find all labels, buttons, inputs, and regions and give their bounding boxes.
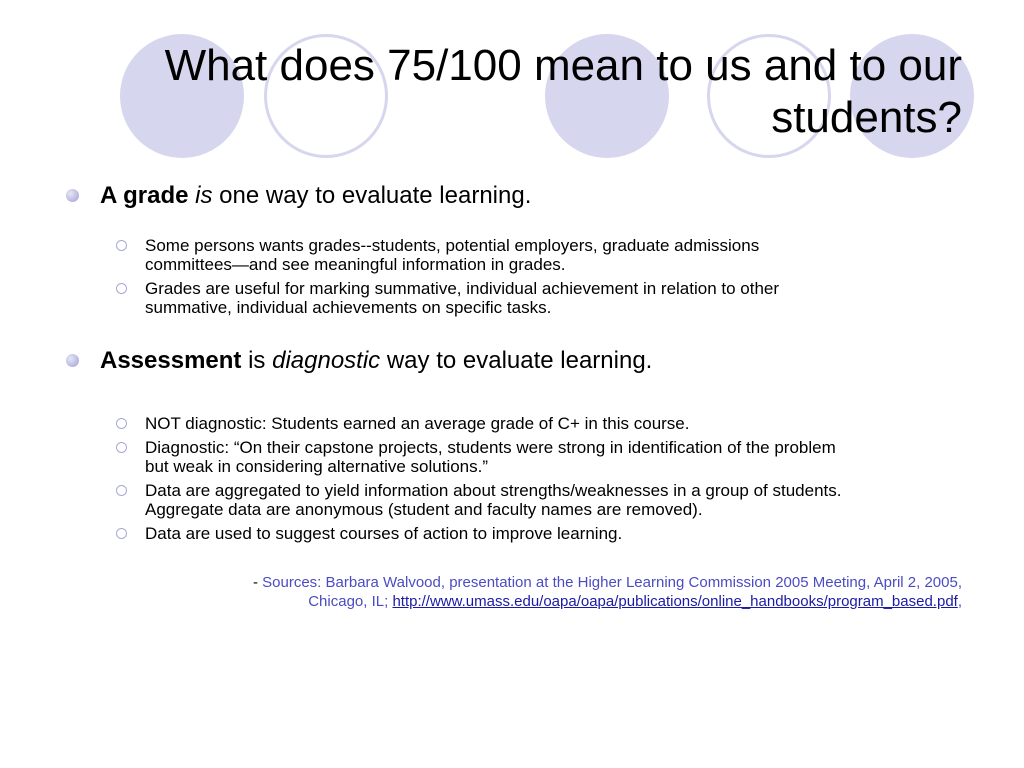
italic-text: diagnostic <box>272 347 381 374</box>
sub-item-line: NOT diagnostic: Students earned an average grade of C+ in this course. <box>145 414 690 433</box>
bullet-text: is <box>241 347 273 374</box>
bullet-dot-icon <box>66 189 79 202</box>
sources-citation <box>142 573 962 611</box>
hollow-bullet-icon <box>116 240 127 251</box>
sub-item-line: but weak in considering alternative solutions.” <box>145 457 489 476</box>
hollow-bullet-icon <box>116 283 127 294</box>
hollow-bullet-icon <box>116 418 127 429</box>
hollow-bullet-icon <box>116 528 127 539</box>
title-line-1: What does 75/100 mean to us and to our <box>164 41 962 90</box>
grade-sub-item-2 <box>145 279 975 317</box>
sub-item-line: Data are aggregated to yield information about strengths/weaknesses in a group of students. <box>145 481 842 500</box>
sub-item-line: Some persons wants grades--students, potential employers, graduate admissions <box>145 236 760 255</box>
bullet-text: way to evaluate learning. <box>380 347 653 374</box>
sources-dash: - <box>252 574 263 591</box>
grade-sub-item-1 <box>145 236 975 274</box>
bullet-text: one way to evaluate learning. <box>212 182 532 209</box>
sub-item-line: committees—and see meaningful information in grades. <box>145 255 566 274</box>
sources-trailing-comma: , <box>957 593 962 610</box>
title-line-2: students? <box>771 93 962 142</box>
sub-item-line: summative, individual achievements on specific tasks. <box>145 298 552 317</box>
sources-line-1 <box>142 573 962 592</box>
assessment-sub-item-3 <box>145 481 975 519</box>
slide-title <box>62 40 962 144</box>
assessment-sub-item-2 <box>145 438 975 476</box>
sources-line-2 <box>142 592 962 611</box>
bold-text: Assessment <box>100 347 242 374</box>
bullet-a-grade <box>100 181 531 211</box>
sub-item-line: Diagnostic: “On their capstone projects, students were strong in identification of the problem <box>145 438 836 457</box>
sources-text: Sources: Barbara Walvood, presentation at the Higher Learning Commission 2005 Meeting, April 2, 2005, <box>262 574 962 591</box>
assessment-sub-item-4 <box>145 524 975 543</box>
assessment-sub-item-1 <box>145 414 975 433</box>
hollow-bullet-icon <box>116 442 127 453</box>
sub-item-line: Aggregate data are anonymous (student and faculty names are removed). <box>145 500 703 519</box>
sub-item-line: Data are used to suggest courses of action to improve learning. <box>145 524 623 543</box>
bullet-assessment <box>100 346 652 376</box>
bold-text: A grade <box>100 182 189 209</box>
italic-text: is <box>195 182 213 209</box>
bullet-dot-icon <box>66 354 79 367</box>
sources-location: Chicago, IL; <box>308 593 393 610</box>
sub-item-line: Grades are useful for marking summative, individual achievement in relation to other <box>145 279 780 298</box>
sources-link[interactable]: http://www.umass.edu/oapa/oapa/publications/online_handbooks/program_based.pdf <box>392 593 958 610</box>
hollow-bullet-icon <box>116 485 127 496</box>
